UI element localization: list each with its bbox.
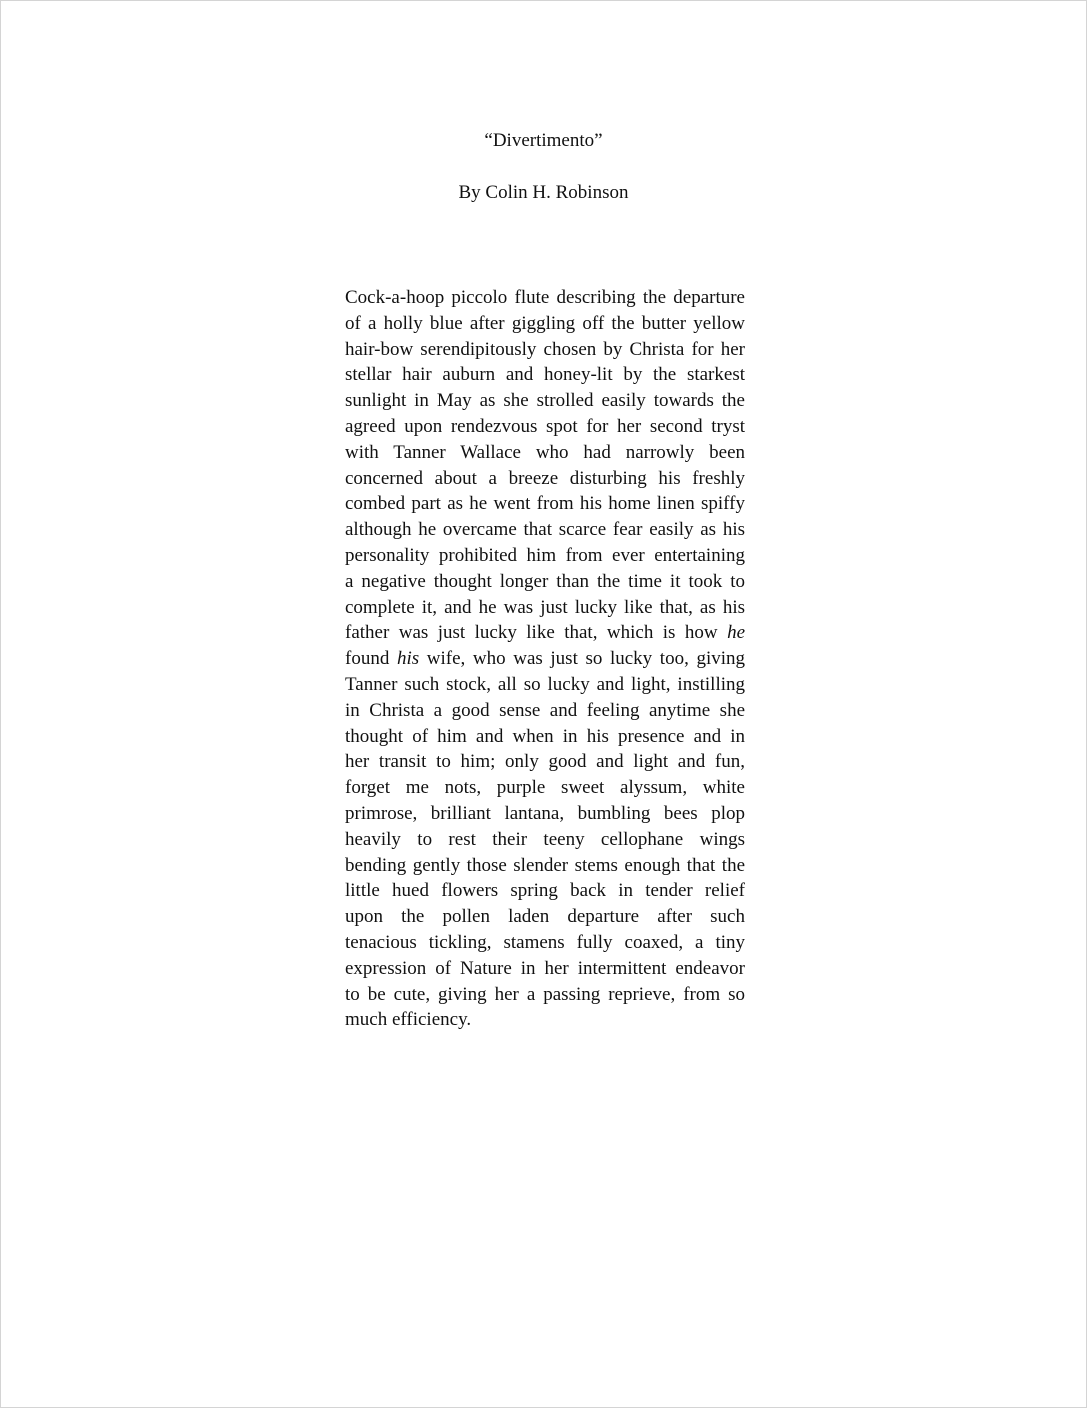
- text-line: agreed upon rendezvous spot for her second tryst: [345, 415, 745, 437]
- text-line: stellar hair auburn and honey-lit by the starkest: [345, 364, 745, 386]
- text-line: complete it, and he was just lucky like that, as his: [345, 596, 745, 618]
- text-line-with-italic: [345, 646, 745, 672]
- text-line: to be cute, giving her a passing reprieve, from so: [345, 983, 745, 1005]
- text-line: with Tanner Wallace who had narrowly been: [345, 441, 745, 463]
- text-segment: found: [345, 648, 390, 670]
- text-line: her transit to him; only good and light and fun,: [345, 751, 745, 773]
- text-line: personality prohibited him from ever entertaining: [345, 544, 745, 566]
- text-line: much efficiency.: [345, 1009, 472, 1031]
- text-line: heavily to rest their teeny cellophane wings: [345, 828, 745, 850]
- text-line: bending gently those slender stems enough that the: [345, 854, 745, 876]
- text-line: in Christa a good sense and feeling anytime she: [345, 699, 745, 721]
- text-line: of a holly blue after giggling off the butter yellow: [345, 312, 745, 334]
- text-line: forget me nots, purple sweet alyssum, white: [345, 777, 745, 799]
- text-line: Cock-a-hoop piccolo flute describing the departure: [345, 287, 745, 308]
- text-line: Tanner such stock, all so lucky and light, instilling: [345, 673, 745, 695]
- text-line: upon the pollen laden departure after such: [345, 906, 745, 928]
- text-line: combed part as he went from his home linen spiffy: [345, 493, 745, 515]
- document-title: “Divertimento”: [484, 130, 603, 151]
- text-line: primrose, brilliant lantana, bumbling bees plop: [345, 802, 745, 824]
- text-line: little hued flowers spring back in tender relief: [345, 880, 745, 902]
- text-line: tenacious tickling, stamens fully coaxed, a tiny: [345, 931, 745, 953]
- text-segment: father was just lucky like that, which is how: [345, 622, 718, 644]
- text-line: hair-bow serendipitously chosen by Christa for her: [345, 338, 745, 360]
- text-line-with-italic: [345, 620, 745, 646]
- italic-word: he: [727, 622, 746, 644]
- story-body: [345, 285, 745, 1033]
- text-line: expression of Nature in her intermittent endeavor: [345, 957, 745, 979]
- text-line: concerned about a breeze disturbing his freshly: [345, 467, 745, 489]
- text-line: sunlight in May as she strolled easily towards the: [345, 390, 745, 412]
- italic-word: his: [396, 648, 420, 670]
- text-line: although he overcame that scarce fear easily as his: [345, 519, 745, 541]
- author-byline: By Colin H. Robinson: [458, 182, 629, 203]
- text-segment: wife, who was just so lucky too, giving: [426, 648, 746, 670]
- text-line: a negative thought longer than the time it took to: [345, 570, 745, 592]
- text-line: thought of him and when in his presence and in: [345, 725, 745, 747]
